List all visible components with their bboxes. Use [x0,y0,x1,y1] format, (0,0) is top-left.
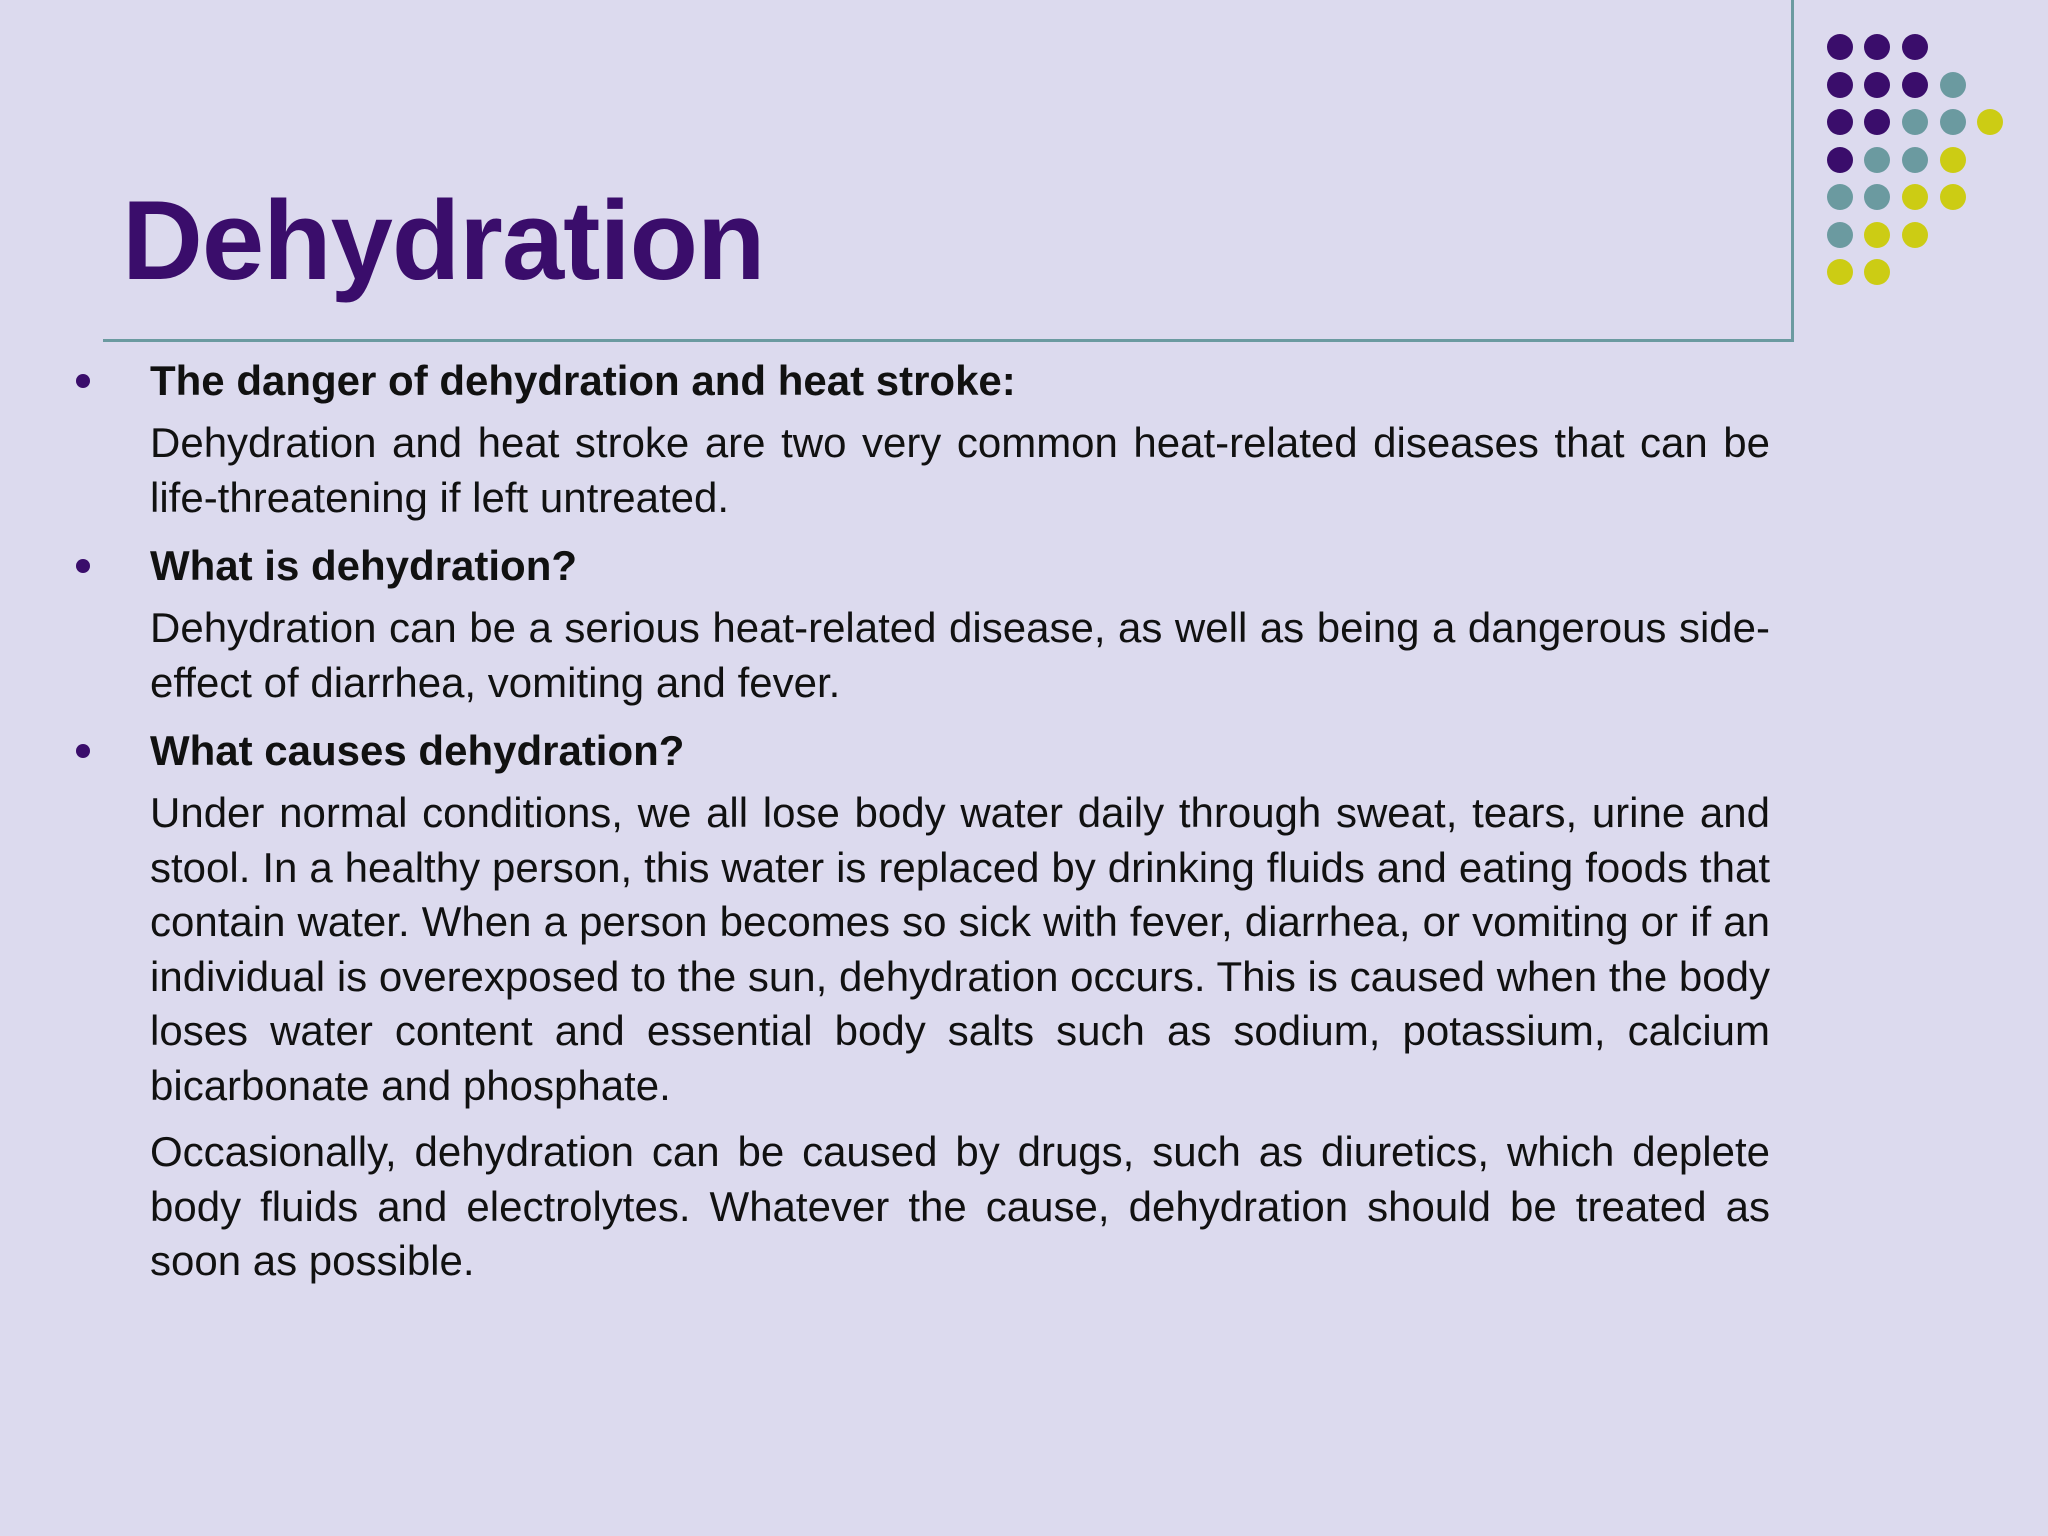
bullet-icon [76,374,90,388]
dot-yellow [1940,184,1966,210]
bullet-item-danger [70,352,1770,525]
dot-teal [1864,184,1890,210]
bullet-paragraph: Dehydration can be a serious heat-related disease, as well as being a dangerous side-effect of diarrhea, vomiting and fever. [150,604,1770,706]
dot-yellow [1940,147,1966,173]
dot-teal [1902,109,1928,135]
bullet-paragraph: Occasionally, dehydration can be caused by drugs, such as diuretics, which deplete body fluids and electrolytes. Whatever the cause, dehydration should be treated as soon as possible. [150,1128,1770,1284]
dot-yellow [1977,109,2003,135]
dot-teal [1902,147,1928,173]
dot-purple [1902,34,1928,60]
dot-teal [1864,147,1890,173]
bullet-heading: What causes dehydration? [150,727,685,774]
dot-yellow [1864,222,1890,248]
bullet-icon [76,744,90,758]
dot-yellow [1827,259,1853,285]
slide-body [70,352,1770,1289]
dot-teal [1827,222,1853,248]
dot-yellow [1902,184,1928,210]
bullet-heading: What is dehydration? [150,542,578,589]
bullet-paragraph: Under normal conditions, we all lose body water daily through sweat, tears, urine and stool. In a healthy person, this water is replaced by drinking fluids and eating foods that contain water. When a person becomes so sick with fever, diarrhea, or vomiting or if an individual is overexposed to the sun, dehydration occurs. This is caused when the body loses water content and essential body salts such as sodium, potassium, calcium bicarbonate and phosphate. [150,789,1770,1109]
dot-purple [1864,34,1890,60]
bullet-item-what-is [70,537,1770,710]
dot-purple [1827,147,1853,173]
dot-teal [1827,184,1853,210]
dot-purple [1864,72,1890,98]
dot-purple [1902,72,1928,98]
dot-purple [1827,34,1853,60]
dot-teal [1940,72,1966,98]
slide-title: Dehydration [122,178,765,303]
dot-yellow [1864,259,1890,285]
dot-teal [1940,109,1966,135]
dot-purple [1864,109,1890,135]
dot-yellow [1902,222,1928,248]
dot-purple [1827,109,1853,135]
vertical-rule [1791,0,1794,342]
bullet-icon [76,559,90,573]
bullet-heading: The danger of dehydration and heat stroke: [150,357,1016,404]
dot-purple [1827,72,1853,98]
bullet-paragraph: Dehydration and heat stroke are two very common heat-related diseases that can be life-threatening if left untreated. [150,419,1770,521]
horizontal-rule [103,339,1793,342]
bullet-item-causes [70,722,1770,1289]
